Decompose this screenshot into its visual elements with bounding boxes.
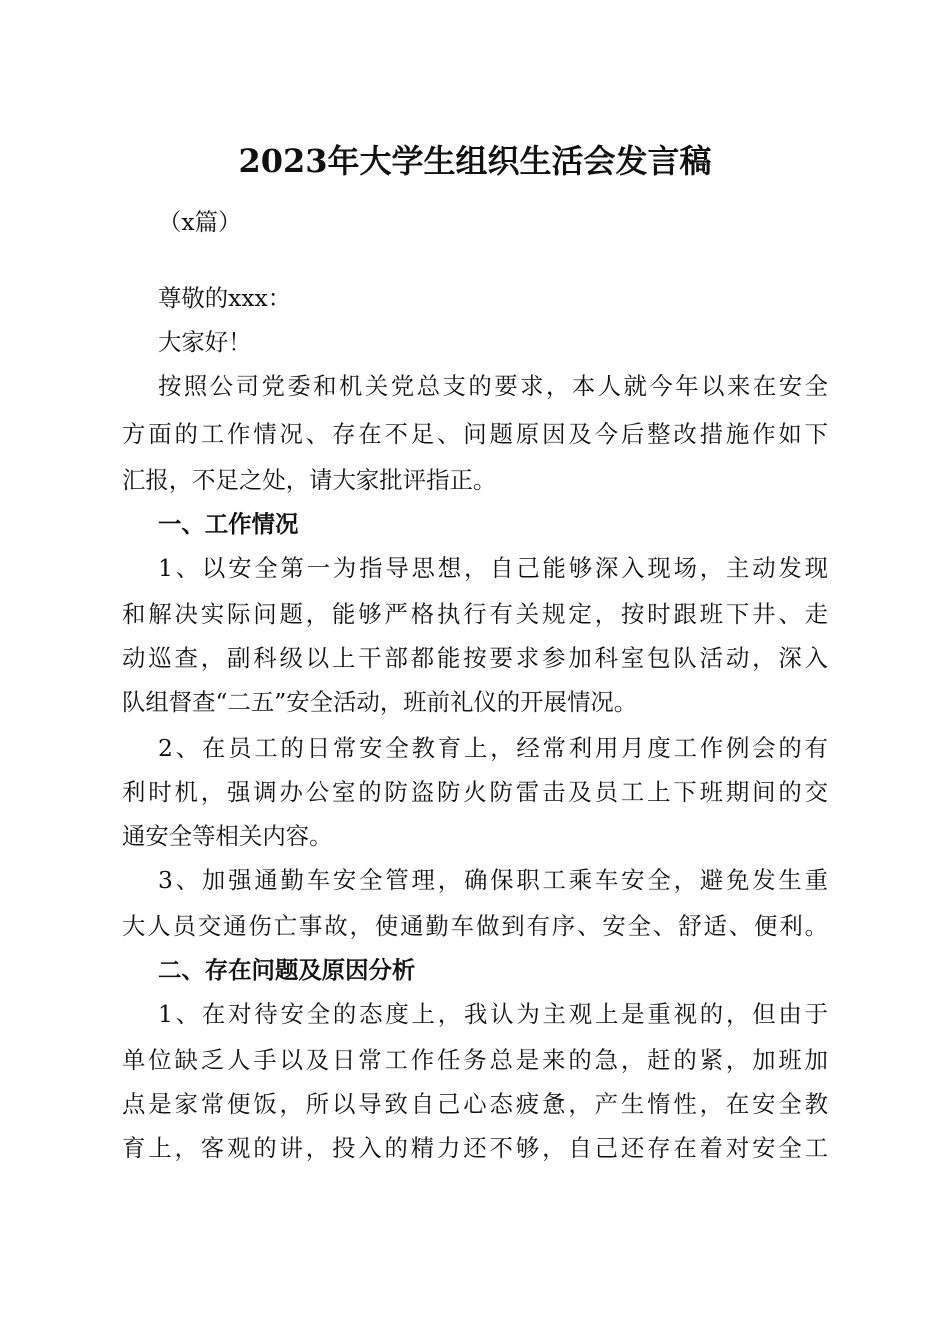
section-heading: 二、存在问题及原因分析 xyxy=(158,956,416,984)
paragraph-line: 动巡查，副科级以上干部都能按要求参加科室包队活动，深入 xyxy=(122,644,828,672)
paragraph-line: 队组督查“二五”安全活动，班前礼仪的开展情况。 xyxy=(122,688,638,716)
document-subtitle: （x篇） xyxy=(158,208,242,236)
paragraph-line: 单位缺乏人手以及日常工作任务总是来的急，赶的紧，加班加 xyxy=(122,1046,828,1074)
paragraph-line: 和解决实际问题，能够严格执行有关规定，按时跟班下井、走 xyxy=(122,600,828,628)
paragraph-line: 通安全等相关内容。 xyxy=(122,822,333,850)
paragraph-line: 育上，客观的讲，投入的精力还不够，自己还存在着对安全工 xyxy=(122,1134,828,1162)
paragraph-line: 1、在对待安全的态度上，我认为主观上是重视的，但由于 xyxy=(158,1000,828,1028)
paragraph-line: 按照公司党委和机关党总支的要求，本人就今年以来在安全 xyxy=(158,372,828,400)
paragraph-line: 汇报，不足之处，请大家批评指正。 xyxy=(122,466,497,494)
paragraph-line: 利时机，强调办公室的防盗防火防雷击及员工上下班期间的交 xyxy=(122,778,828,806)
paragraph-line: 3、加强通勤车安全管理，确保职工乘车安全，避免发生重 xyxy=(158,866,828,894)
paragraph-line: 2、在员工的日常安全教育上，经常利用月度工作例会的有 xyxy=(158,734,828,762)
greeting: 大家好！ xyxy=(158,328,252,356)
paragraph-line: 方面的工作情况、存在不足、问题原因及今后整改措施作如下 xyxy=(122,420,828,448)
paragraph-line: 1、以安全第一为指导思想，自己能够深入现场，主动发现 xyxy=(158,554,828,582)
paragraph-line: 点是家常便饭，所以导致自己心态疲惫，产生惰性，在安全教 xyxy=(122,1090,828,1118)
paragraph-line: 大人员交通伤亡事故，使通勤车做到有序、安全、舒适、便利。 xyxy=(122,912,828,940)
document-title: 2023年大学生组织生活会发言稿 xyxy=(238,142,712,180)
salutation: 尊敬的xxx： xyxy=(158,284,292,312)
section-heading: 一、工作情况 xyxy=(158,510,299,538)
